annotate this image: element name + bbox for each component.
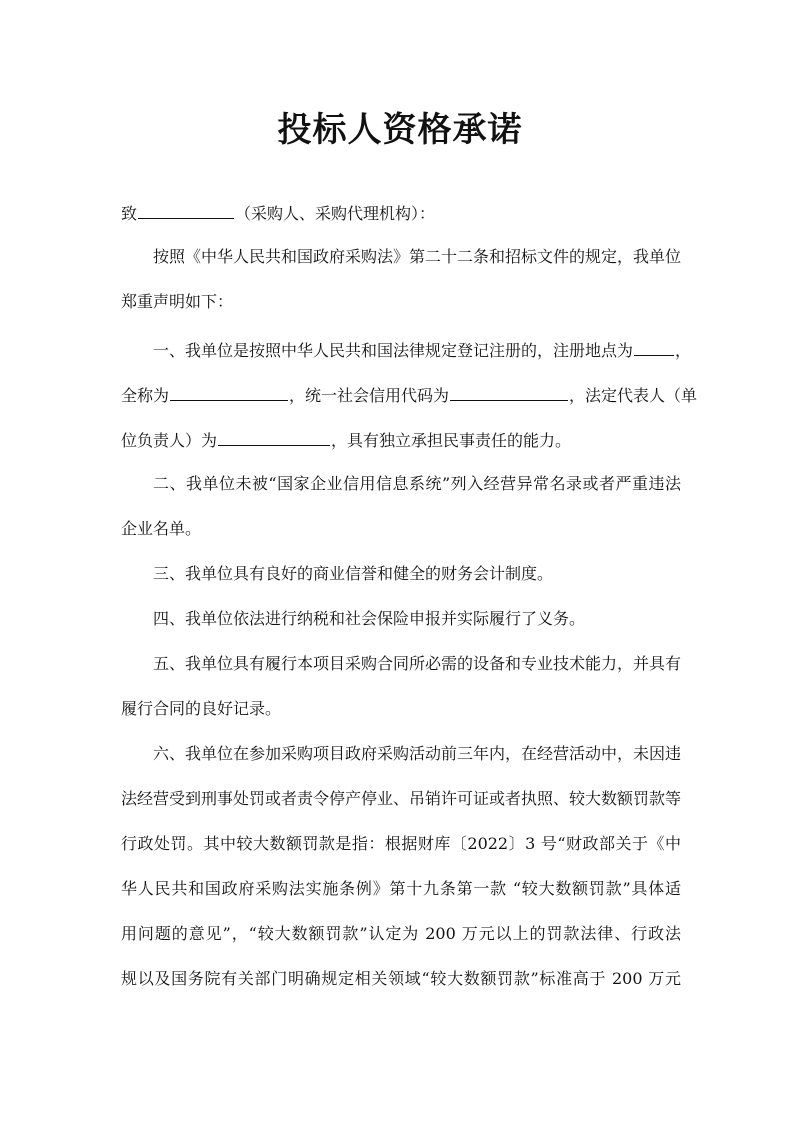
salutation-suffix: （采购人、采购代理机构）： [235,204,436,223]
legal-rep-label: ，法定代表人（单 [569,386,698,405]
item6-line-5: 用问题的意见”，“较大数额罚款”认定为 200 万元以上的罚款法律、行政法 [121,924,681,943]
intro-line-1: 按照《中华人民共和国政府采购法》第二十二条和招标文件的规定，我单位 [153,247,682,266]
item3-line-1: 三、我单位具有良好的商业信誉和健全的财务会计制度。 [153,564,554,583]
salutation-prefix: 致 [121,204,138,223]
item5-line-1: 五、我单位具有履行本项目采购合同所必需的设备和专业技术能力，并具有 [153,654,682,673]
item1-line-3 [121,427,681,453]
item5-line-2: 履行合同的良好记录。 [121,699,282,718]
item1-line-2 [121,382,698,408]
recipient-blank[interactable] [138,200,234,219]
item4-line-1: 四、我单位依法进行纳税和社会保险申报并实际履行了义务。 [153,609,586,628]
full-name-blank[interactable] [170,382,288,401]
full-name-label: 全称为 [121,386,170,405]
item6-line-4: 华人民共和国政府采购法实施条例》第十九条第一款 “较大数额罚款”具体适 [121,879,681,898]
item2-line-1: 二、我单位未被“国家企业信用信息系统”列入经营异常名录或者严重违法 [153,474,681,493]
item1-text: 一、我单位是按照中华人民共和国法律规定登记注册的，注册地点为 [153,341,634,360]
salutation-line [121,200,681,226]
legal-rep-label-cont: 位负责人）为 [121,431,218,450]
item1-line-1 [153,337,692,363]
credit-code-label: ，统一社会信用代码为 [289,386,450,405]
item6-line-3: 行政处罚。其中较大数额罚款是指：根据财库〔2022〕3 号“财政部关于《中 [121,834,681,853]
item6-line-2: 法经营受到刑事处罚或者责令停产停业、吊销许可证或者执照、较大数额罚款等 [121,789,682,808]
item1-tail: ，具有独立承担民事责任的能力。 [331,431,572,450]
item1-end: ， [675,341,692,360]
intro-line-2: 郑重声明如下： [121,292,234,311]
item6-line-1: 六、我单位在参加采购项目政府采购活动前三年内，在经营活动中，未因违 [153,744,682,763]
legal-rep-blank[interactable] [218,427,330,446]
item6-line-6: 规以及国务院有关部门明确规定相关领域“较大数额罚款”标准高于 200 万元 [121,969,681,988]
registration-place-blank[interactable] [634,337,674,356]
document-title: 投标人资格承诺 [277,110,523,150]
credit-code-blank[interactable] [450,382,568,401]
item2-line-2: 企业名单。 [121,519,202,538]
